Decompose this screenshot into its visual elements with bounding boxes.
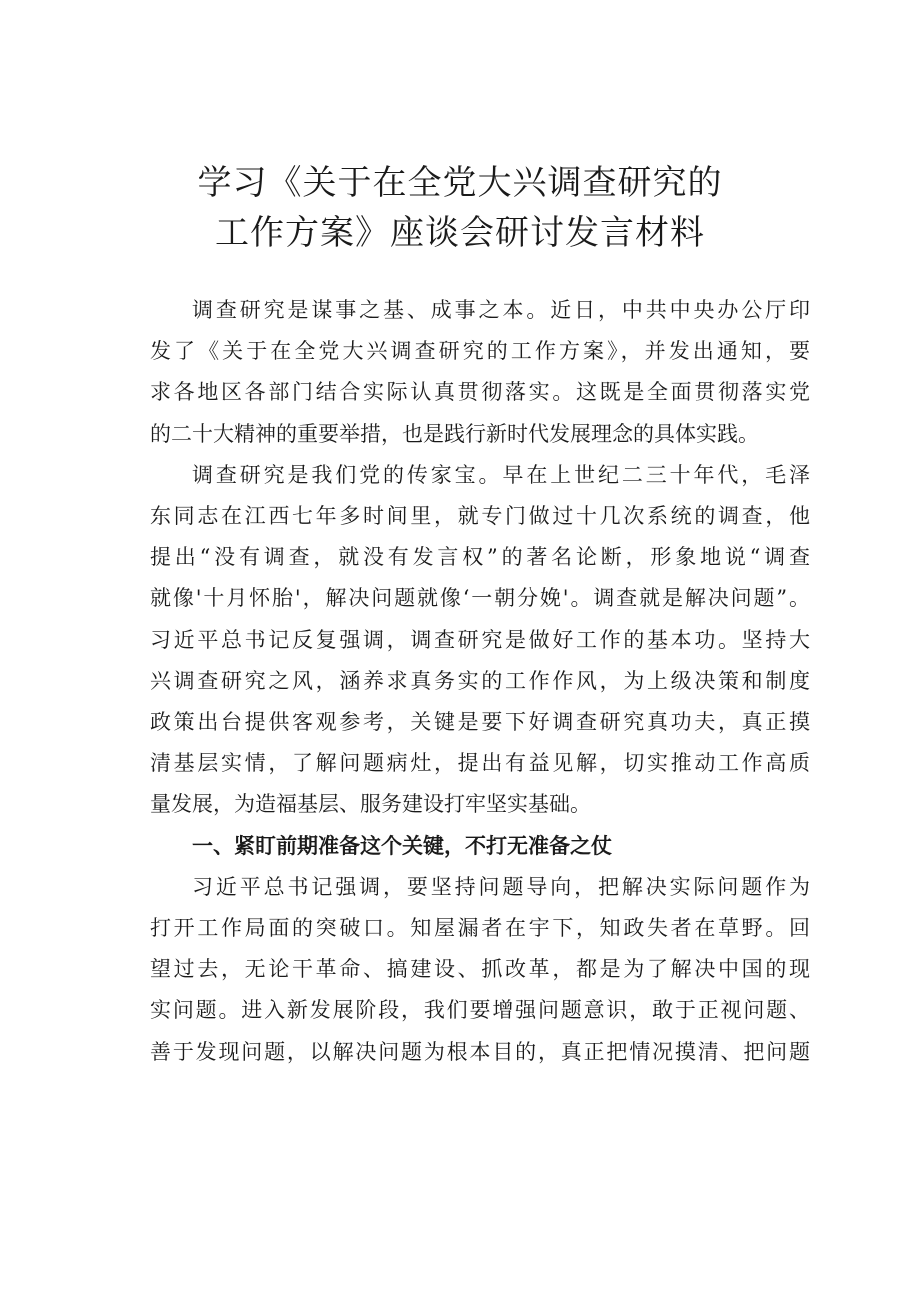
paragraph-line: 发了《关于在全党大兴调查研究的工作方案》，并发出通知，要 <box>150 339 810 364</box>
paragraph-3 <box>150 867 810 1073</box>
paragraph-line: 清基层实情，了解问题病灶，提出有益见解，切实推动工作高质 <box>150 751 810 776</box>
paragraph-line: 习近平总书记强调，要坚持问题导向，把解决实际问题作为 <box>192 874 810 899</box>
paragraph-line: 量发展，为造福基层、服务建设打牢坚实基础。 <box>150 792 591 817</box>
paragraph-line: 习近平总书记反复强调，调查研究是做好工作的基本功。坚持大 <box>150 627 810 652</box>
paragraph-line: 望过去，无论干革命、搞建设、抓改革，都是为了解决中国的现 <box>150 957 810 982</box>
paragraph-line: 就像'十月怀胎'，解决问题就像‘一朝分娩'。调查就是解决问题”。 <box>150 586 810 611</box>
paragraph-line: 打开工作局面的突破口。知屋漏者在宇下，知政失者在草野。回 <box>150 916 810 941</box>
paragraph-2 <box>150 455 810 826</box>
title-line-2: 工作方案》座谈会研讨发言材料 <box>215 213 705 253</box>
document-body <box>150 290 810 1073</box>
paragraph-line: 的二十大精神的重要举措，也是践行新时代发展理念的具体实践。 <box>150 421 759 446</box>
paragraph-line: 政策出台提供客观参考，关键是要下好调查研究真功夫，真正摸 <box>150 710 810 735</box>
document-title <box>0 158 920 258</box>
section-heading-1: 一、紧盯前期准备这个关键，不打无准备之仗 <box>192 833 612 858</box>
paragraph-line: 实问题。进入新发展阶段，我们要增强问题意识，敢于正视问题、 <box>150 998 810 1023</box>
paragraph-line: 调查研究是我们党的传家宝。早在上世纪二三十年代，毛泽 <box>192 462 810 487</box>
paragraph-line: 调查研究是谋事之基、成事之本。近日，中共中央办公厅印 <box>192 298 810 322</box>
paragraph-1 <box>150 290 810 455</box>
paragraph-line: 善于发现问题，以解决问题为根本目的，真正把情况摸清、把问题 <box>150 1039 810 1064</box>
paragraph-line: 提出“没有调查，就没有发言权”的著名论断，形象地说“调查 <box>150 545 810 570</box>
paragraph-line: 东同志在江西七年多时间里，就专门做过十几次系统的调查，他 <box>150 504 810 529</box>
paragraph-line: 求各地区各部门结合实际认真贯彻落实。这既是全面贯彻落实党 <box>150 380 810 405</box>
title-line-1: 学习《关于在全党大兴调查研究的 <box>197 163 723 203</box>
paragraph-line: 兴调查研究之风，涵养求真务实的工作作风，为上级决策和制度 <box>150 668 810 693</box>
